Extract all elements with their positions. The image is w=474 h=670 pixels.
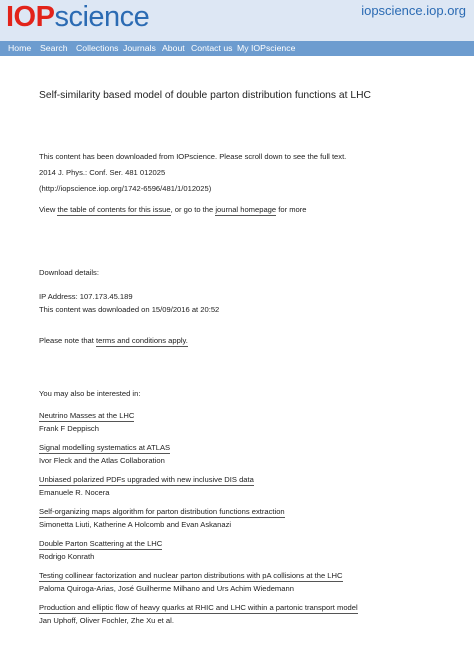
- download-details-heading: Download details:: [39, 268, 99, 277]
- document-title: Self-similarity based model of double parton distribution functions at LHC: [39, 90, 371, 101]
- related-article-title[interactable]: Neutrino Masses at the LHC: [39, 411, 135, 420]
- nav-bar: [0, 41, 474, 56]
- related-article-authors: Frank F Deppisch: [39, 424, 99, 433]
- site-url-link[interactable]: iopscience.iop.org: [361, 3, 466, 18]
- logo-iop-text: IOP: [6, 1, 55, 33]
- related-article-title[interactable]: Production and elliptic flow of heavy quarks at RHIC and LHC within a partonic transport model: [39, 603, 358, 612]
- terms-line: [39, 336, 188, 345]
- nav-journals[interactable]: Journals: [123, 43, 156, 53]
- journal-homepage-link[interactable]: journal homepage: [215, 205, 277, 214]
- also-interested-heading: You may also be interested in:: [39, 389, 141, 398]
- view-suffix: for more: [276, 205, 307, 214]
- terms-link[interactable]: terms and conditions apply.: [96, 336, 188, 345]
- nav-contact-us[interactable]: Contact us: [191, 43, 233, 53]
- related-article-title[interactable]: Double Parton Scattering at the LHC: [39, 539, 163, 548]
- nav-home[interactable]: Home: [8, 43, 32, 53]
- view-prefix: View: [39, 205, 58, 214]
- nav-about[interactable]: About: [162, 43, 185, 53]
- logo-science-text: science: [54, 1, 150, 33]
- related-article-authors: Simonetta Liuti, Katherine A Holcomb and Evan Askanazi: [39, 520, 232, 529]
- nav-collections[interactable]: Collections: [76, 43, 119, 53]
- downloaded-on: This content was downloaded on 15/09/2016 at 20:52: [39, 305, 220, 314]
- download-notice: This content has been downloaded from IOPscience. Please scroll down to see the full text.: [39, 152, 347, 161]
- view-links-line: [39, 205, 307, 214]
- related-article-title[interactable]: Self-organizing maps algorithm for parton distribution functions extraction: [39, 507, 285, 516]
- site-header: [0, 0, 474, 41]
- terms-prefix: Please note that: [39, 336, 96, 345]
- related-article-authors: Rodrigo Konrath: [39, 552, 95, 561]
- related-article-title[interactable]: Signal modelling systematics at ATLAS: [39, 443, 171, 452]
- related-article-authors: Emanuele R. Nocera: [39, 488, 110, 497]
- related-article-authors: Jan Uphoff, Oliver Fochler, Zhe Xu et al.: [39, 616, 174, 625]
- related-article-title[interactable]: Unbiased polarized PDFs upgraded with new inclusive DIS data: [39, 475, 254, 484]
- nav-search[interactable]: Search: [40, 43, 68, 53]
- related-article-authors: Paloma Quiroga-Arias, José Guilherme Milhano and Urs Achim Wiedemann: [39, 584, 294, 593]
- view-middle: , or go to the: [170, 205, 216, 214]
- nav-my-iopscience[interactable]: My IOPscience: [237, 43, 296, 53]
- citation: 2014 J. Phys.: Conf. Ser. 481 012025: [39, 168, 166, 177]
- iopscience-logo[interactable]: [6, 1, 149, 33]
- ip-address: IP Address: 107.173.45.189: [39, 292, 133, 301]
- related-article-title[interactable]: Testing collinear factorization and nuclear parton distributions with pA collisions at the LHC: [39, 571, 343, 580]
- toc-link[interactable]: the table of contents for this issue: [57, 205, 171, 214]
- article-url: (http://iopscience.iop.org/1742-6596/481/1/012025): [39, 184, 212, 193]
- related-article-authors: Ivor Fleck and the Atlas Collaboration: [39, 456, 165, 465]
